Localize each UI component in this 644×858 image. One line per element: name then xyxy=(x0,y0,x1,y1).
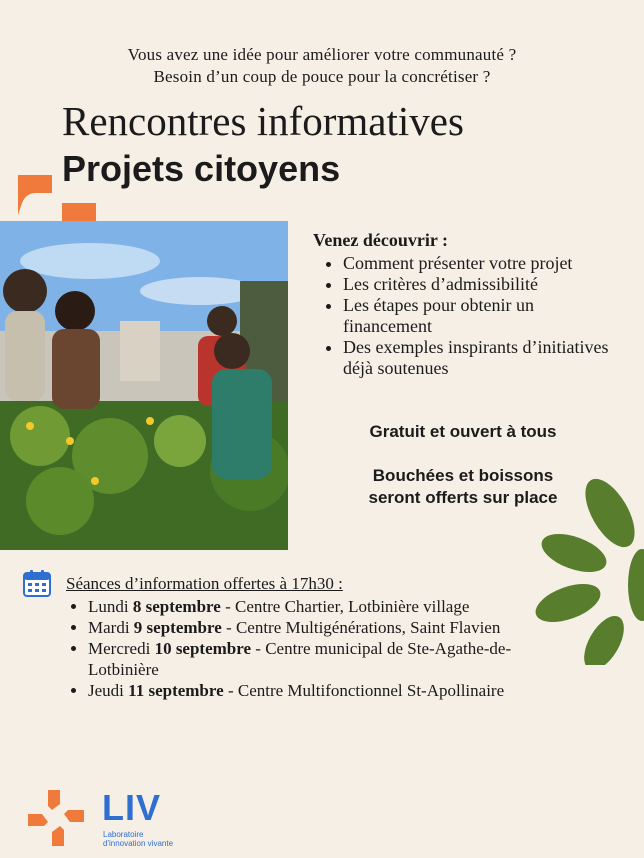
session-place: - Centre Multigénérations, Saint Flavien xyxy=(221,618,501,637)
intro-text xyxy=(0,44,644,88)
page-title: Rencontres informatives xyxy=(62,98,464,144)
session-date: 8 septembre xyxy=(132,597,221,616)
session-day: Mardi xyxy=(88,618,134,637)
snacks-line-2: seront offerts sur place xyxy=(368,488,558,507)
sessions-heading: Séances d’information offertes à 17h30 : xyxy=(66,574,343,593)
intro-line-2: Besoin d’un coup de pouce pour la concrétiser ? xyxy=(153,67,491,86)
free-notice: Gratuit et ouvert à tous xyxy=(369,422,557,441)
logo-name: LIV xyxy=(102,787,162,828)
sessions-section xyxy=(66,573,526,701)
discover-item: • Comment présenter votre projet xyxy=(343,253,613,274)
calendar-icon xyxy=(22,568,52,598)
orange-cross-icon xyxy=(26,788,86,848)
discover-item: • Des exemples inspirants d’initiatives déjà soutenues xyxy=(343,337,613,379)
session-date: 10 septembre xyxy=(154,639,252,658)
discover-heading: Venez découvrir : xyxy=(313,230,448,250)
discover-list xyxy=(313,253,613,379)
discover-section xyxy=(313,230,613,379)
session-date: 9 septembre xyxy=(133,618,222,637)
discover-item: • Les critères d’admissibilité xyxy=(343,274,613,295)
session-day: Mercredi xyxy=(88,639,155,658)
session-place: - Centre municipal de Ste-Agathe-de-Lotbinière xyxy=(88,639,512,679)
page-subtitle: Projets citoyens xyxy=(62,148,341,189)
logo-subtitle-line-2: d'innovation vivante xyxy=(103,839,174,848)
intro-line-1: Vous avez une idée pour améliorer votre communauté ? xyxy=(127,45,517,64)
session-item xyxy=(88,638,526,680)
session-item xyxy=(88,596,526,617)
community-garden-photo xyxy=(0,221,288,550)
discover-item: • Les étapes pour obtenir un financement xyxy=(343,295,613,337)
snacks-line-1: Bouchées et boissons xyxy=(372,466,554,485)
session-item xyxy=(88,617,526,638)
session-date: 11 septembre xyxy=(128,681,224,700)
session-day: Jeudi xyxy=(88,681,129,700)
session-item xyxy=(88,680,526,701)
session-place: - Centre Multifonctionnel St-Apollinaire xyxy=(223,681,505,700)
leaf-decoration xyxy=(524,475,644,665)
session-day: Lundi xyxy=(88,597,133,616)
logo-subtitle xyxy=(103,830,173,848)
session-place: - Centre Chartier, Lotbinière village xyxy=(220,597,470,616)
logo-subtitle-line-1: Laboratoire xyxy=(103,830,144,839)
sessions-list xyxy=(66,596,526,701)
